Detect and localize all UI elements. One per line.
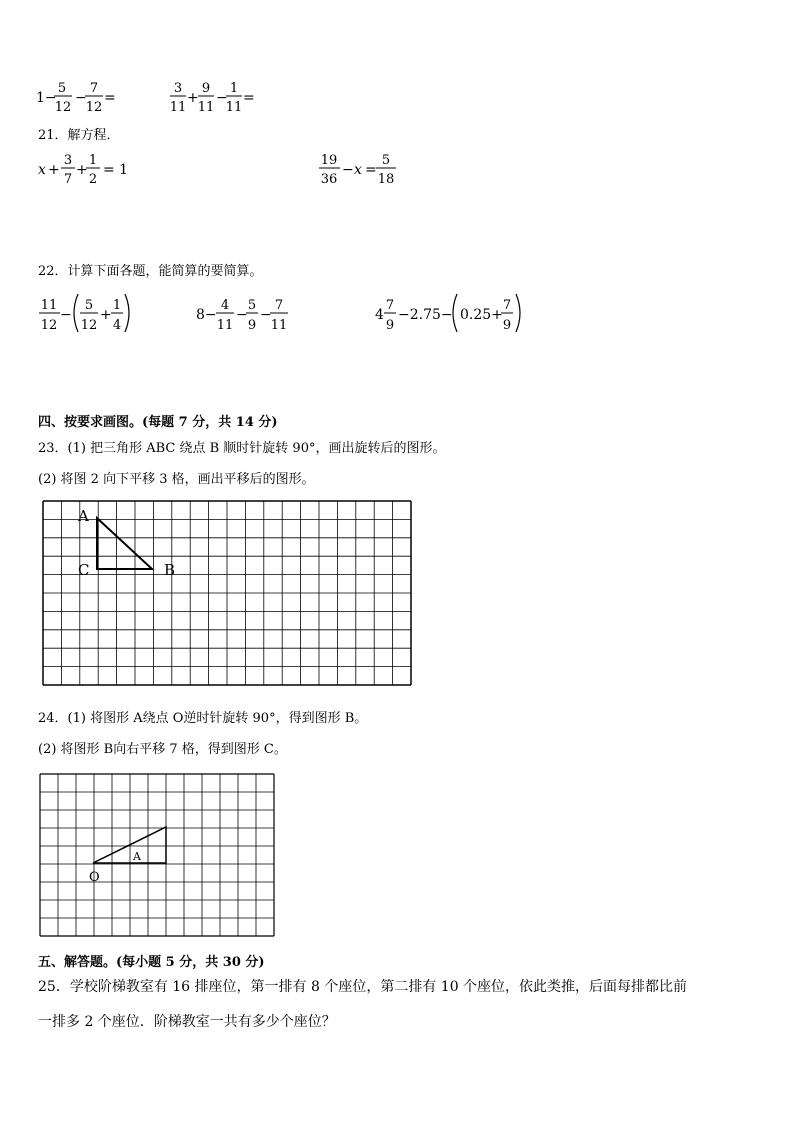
svg-text:−: −	[216, 90, 228, 106]
svg-text:5: 5	[247, 298, 257, 313]
svg-text:3: 3	[63, 153, 73, 168]
q22-expression-1	[39, 294, 129, 333]
svg-text:4: 4	[112, 318, 122, 333]
q22-expression-2	[196, 298, 288, 333]
svg-text:−2.75−: −2.75−	[398, 307, 453, 323]
svg-text:8−: 8−	[196, 307, 217, 323]
svg-text:3: 3	[173, 81, 183, 96]
svg-text:4: 4	[220, 298, 230, 313]
svg-text:9: 9	[247, 318, 257, 333]
label-a: A	[78, 507, 89, 525]
svg-text:−: −	[236, 307, 248, 323]
q22-label: 22．计算下面各题，能简算的要简算。	[38, 264, 263, 279]
svg-text:7: 7	[502, 298, 512, 313]
svg-text:7: 7	[89, 81, 99, 96]
q25-line-1: 25．学校阶梯教室有 16 排座位，第一排有 8 个座位，第二排有 10 个座位，依此类推，后面每排都比前	[38, 979, 688, 995]
svg-text:5: 5	[57, 81, 67, 96]
svg-text:+: +	[48, 162, 60, 178]
svg-text:+: +	[187, 90, 199, 106]
q24-grid	[40, 774, 274, 936]
label-c: C	[78, 561, 90, 579]
q24-line-1: 24．(1) 将图形 A绕点 O逆时针旋转 90°，得到图形 B。	[38, 711, 368, 726]
svg-text:11: 11	[216, 318, 234, 333]
svg-text:2: 2	[88, 172, 98, 187]
svg-text:9: 9	[502, 318, 512, 333]
svg-text:7: 7	[63, 172, 73, 187]
label-point-o: O	[89, 870, 100, 885]
q23-line-1: 23．(1) 把三角形 ABC 绕点 B 顺时针旋转 90°，画出旋转后的图形。	[38, 441, 446, 456]
svg-text:−: −	[260, 307, 272, 323]
svg-text:4: 4	[375, 307, 384, 323]
q21-equation-2	[312, 148, 432, 193]
expression-row-top	[30, 75, 290, 120]
svg-text:= 1: = 1	[103, 162, 129, 178]
q23-line-2: (2) 将图 2 向下平移 3 格，画出平移后的图形。	[38, 472, 315, 487]
svg-text:−: −	[342, 162, 354, 178]
svg-text:5: 5	[84, 298, 94, 313]
svg-text:7: 7	[274, 298, 284, 313]
section-4-title: 四、按要求画图。(每题 7 分，共 14 分)	[38, 415, 278, 430]
svg-text:−: −	[60, 307, 72, 323]
svg-text:0.25+: 0.25+	[460, 307, 503, 323]
svg-text:11: 11	[40, 298, 58, 313]
expression-2	[170, 81, 255, 115]
svg-text:+: +	[76, 162, 88, 178]
svg-text:1−: 1−	[36, 90, 57, 106]
q22-expressions	[30, 290, 530, 340]
svg-text:1: 1	[229, 81, 239, 96]
triangle-abc	[97, 518, 152, 569]
svg-text:12: 12	[54, 100, 72, 115]
svg-text:11: 11	[225, 100, 243, 115]
svg-text:−: −	[75, 90, 87, 106]
svg-text:5: 5	[381, 153, 391, 168]
q21-label: 21．解方程．	[38, 128, 120, 143]
label-figure-a: A	[133, 850, 141, 863]
figure-a	[93, 827, 166, 863]
svg-text:=: =	[243, 90, 255, 106]
section-5-title: 五、解答题。(每小题 5 分，共 30 分)	[38, 955, 265, 970]
svg-text:19: 19	[320, 153, 338, 168]
svg-text:7: 7	[385, 298, 395, 313]
svg-text:x: x	[354, 162, 362, 178]
q22-expression-3	[375, 294, 520, 333]
svg-text:9: 9	[201, 81, 211, 96]
q23-grid-figure	[42, 500, 417, 692]
svg-text:1: 1	[88, 153, 98, 168]
svg-text:=: =	[365, 162, 377, 178]
svg-text:12: 12	[85, 100, 103, 115]
svg-text:11: 11	[197, 100, 215, 115]
svg-text:18: 18	[377, 172, 395, 187]
q21-equation-1	[30, 148, 190, 193]
q24-line-2: (2) 将图形 B向右平移 7 格，得到图形 C。	[38, 742, 287, 757]
q23-grid	[43, 501, 411, 685]
expression-1	[36, 81, 116, 115]
q24-grid-figure	[38, 772, 278, 940]
label-b: B	[164, 561, 176, 579]
svg-text:1: 1	[112, 298, 122, 313]
svg-text:12: 12	[40, 318, 58, 333]
svg-text:+: +	[100, 307, 112, 323]
svg-text:11: 11	[169, 100, 187, 115]
svg-text:9: 9	[385, 318, 395, 333]
svg-text:12: 12	[80, 318, 98, 333]
svg-text:=: =	[104, 90, 116, 106]
svg-text:x: x	[38, 162, 46, 178]
svg-text:36: 36	[320, 172, 338, 187]
q25-line-2: 一排多 2 个座位．阶梯教室一共有多少个座位？	[38, 1014, 336, 1030]
svg-text:11: 11	[270, 318, 288, 333]
